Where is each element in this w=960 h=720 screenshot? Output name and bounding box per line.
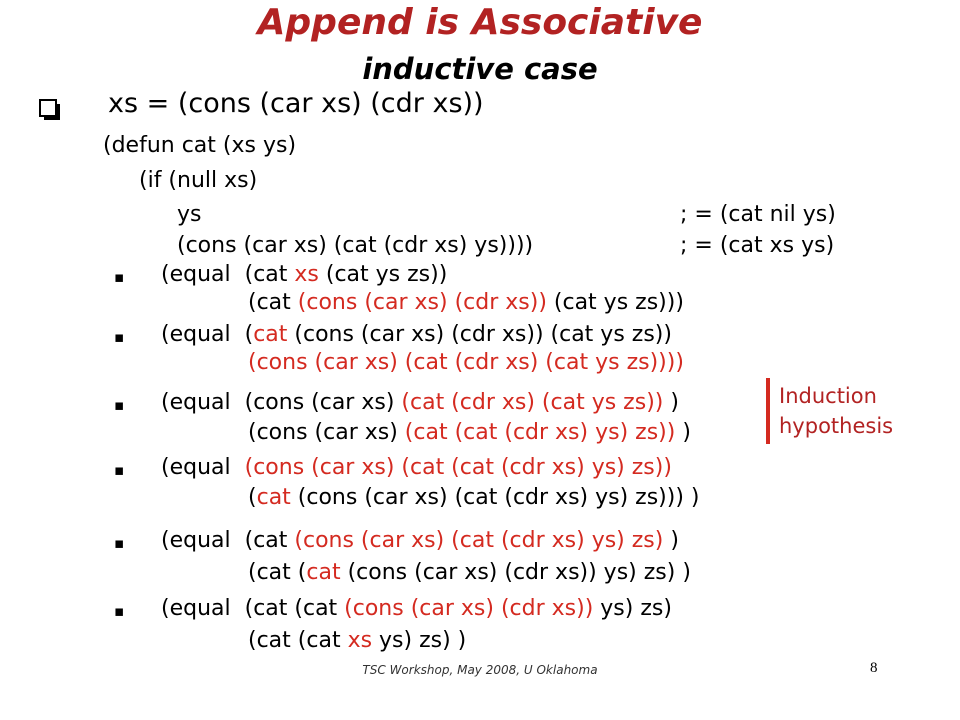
term: ( xyxy=(248,485,257,510)
slide-title: Append is Associative xyxy=(257,2,703,43)
highlighted-term: xs xyxy=(294,262,319,287)
small-square-bullet-icon: ▪ xyxy=(114,268,125,286)
term: ys) zs) xyxy=(593,596,672,621)
term: (cons (car xs) xyxy=(248,420,405,445)
term: (equal (cat (cat xyxy=(161,596,345,621)
proof-step-4-line2 xyxy=(248,485,700,510)
slide-subtitle: inductive case xyxy=(362,52,598,86)
proof-step-6-line2 xyxy=(248,628,466,653)
small-square-bullet-icon: ▪ xyxy=(114,396,125,414)
small-square-bullet-icon: ▪ xyxy=(114,602,125,620)
annotation-line-2: hypothesis xyxy=(779,414,894,438)
term: ys) zs) ) xyxy=(372,628,467,653)
term: (equal (cat xyxy=(161,528,295,553)
term: (cat (cat xyxy=(248,628,348,653)
highlighted-term: (cons (car xs) (cat (cdr xs) (cat ys zs)))) xyxy=(248,350,684,375)
heading-equation: xs = (cons (car xs) (cdr xs)) xyxy=(108,88,484,119)
proof-step-1-line1 xyxy=(161,262,447,287)
highlighted-term: (cons (car xs) (cdr xs)) xyxy=(344,596,594,621)
term: (cat ys zs))) xyxy=(546,290,684,315)
highlighted-term: cat xyxy=(256,485,291,510)
proof-step-3-line1 xyxy=(161,390,679,415)
term: ) xyxy=(663,528,679,553)
term: (cons (car xs) (cdr xs)) (cat ys zs)) xyxy=(287,322,672,347)
footer-text: TSC Workshop, May 2008, U Oklahoma xyxy=(362,663,598,677)
hollow-square-bullet-icon xyxy=(38,98,62,122)
term: (cat ys zs)) xyxy=(318,262,448,287)
term: ) xyxy=(675,420,691,445)
small-square-bullet-icon: ▪ xyxy=(114,461,125,479)
highlighted-term: (cons (car xs) (cat (cdr xs) ys) zs) xyxy=(294,528,664,553)
induction-bracket xyxy=(766,378,770,444)
highlighted-term: (cat (cat (cdr xs) ys) zs)) xyxy=(404,420,676,445)
term: (cons (car xs) (cat (cdr xs) ys) zs))) ) xyxy=(290,485,700,510)
proof-step-4-line1 xyxy=(161,455,672,480)
annotation-line-1: Induction xyxy=(779,384,877,408)
term: (cat ( xyxy=(248,560,307,585)
highlighted-term: xs xyxy=(347,628,373,653)
proof-step-5-line2 xyxy=(248,560,691,585)
proof-step-2-line1 xyxy=(161,322,672,347)
term: (equal xyxy=(161,455,245,480)
code-comment-ys: ; = (cat nil ys) xyxy=(680,202,836,227)
proof-step-2-line2 xyxy=(248,350,684,375)
term: (equal (cat xyxy=(161,262,295,287)
term: ) xyxy=(663,390,679,415)
code-line-defun: (defun cat (xs ys) xyxy=(103,133,297,158)
code-line-ys: ys xyxy=(177,202,202,227)
small-square-bullet-icon: ▪ xyxy=(114,328,125,346)
term: (cat xyxy=(248,290,298,315)
code-line-cons: (cons (car xs) (cat (cdr xs) ys)))) xyxy=(177,233,534,258)
proof-step-5-line1 xyxy=(161,528,679,553)
proof-step-1-line2 xyxy=(248,290,684,315)
proof-step-6-line1 xyxy=(161,596,672,621)
highlighted-term: (cons (car xs) (cat (cat (cdr xs) ys) zs)) xyxy=(244,455,672,480)
highlighted-term: cat xyxy=(306,560,341,585)
term: (equal (cons (car xs) xyxy=(161,390,402,415)
highlighted-term: (cat (cdr xs) (cat ys zs)) xyxy=(401,390,664,415)
proof-step-3-line2 xyxy=(248,420,691,445)
term: (equal ( xyxy=(161,322,254,347)
code-comment-cons: ; = (cat xs ys) xyxy=(680,233,835,258)
page-number: 8 xyxy=(870,660,878,676)
small-square-bullet-icon: ▪ xyxy=(114,534,125,552)
highlighted-term: (cons (car xs) (cdr xs)) xyxy=(297,290,547,315)
code-line-if: (if (null xs) xyxy=(139,168,258,193)
term: (cons (car xs) (cdr xs)) ys) zs) ) xyxy=(340,560,691,585)
highlighted-term: cat xyxy=(253,322,288,347)
